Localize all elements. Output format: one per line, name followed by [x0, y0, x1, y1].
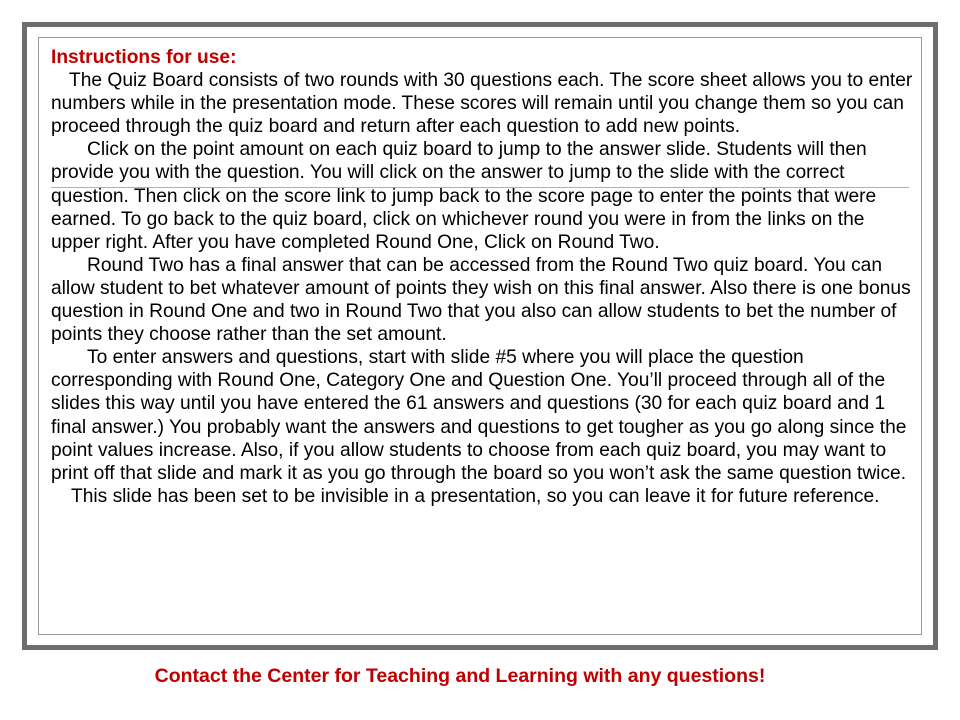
contact-footer: Contact the Center for Teaching and Learning with any questions!	[154, 665, 766, 687]
instructions-heading: Instructions for use:	[51, 47, 237, 68]
paragraph-quiz-board-overview: The Quiz Board consists of two rounds with 30 questions each. The score sheet allows you to enter numbers while in the presentation mode. These scores will remain until you change them so you can proceed through the quiz board and return after each question to add new points.	[51, 70, 913, 138]
paragraph-navigation: Click on the point amount on each quiz board to jump to the answer slide. Students will then provide you with the question. You will click on the answer to jump to the slide with the correct question. Then click on the score link to jump back to the score page to enter the points that were earned. To go back to the quiz board, click on whichever round you were in from the links on the upper right. After you have completed Round One, Click on Round Two.	[51, 139, 877, 253]
slide-frame	[22, 22, 938, 650]
paragraph-invisible-slide: This slide has been set to be invisible in a presentation, so you can leave it for future reference.	[71, 485, 880, 507]
slide-content-area	[38, 37, 922, 635]
paragraph-entering-answers: To enter answers and questions, start with slide #5 where you will place the question corresponding with Round One, Category One and Question One. You’ll proceed through all of the slides this way until you have entered the 61 answers and questions (30 for each quiz board and 1 final answer.) You probably want the answers and questions to get tougher as you go along since the point values increase. Also, if you allow students to choose from each quiz board, you may want to print off that slide and mark it as you go through the board so you won’t ask the same question twice.	[51, 347, 907, 484]
instructions-text-box	[51, 46, 913, 508]
paragraph-final-answer: Round Two has a final answer that can be accessed from the Round Two quiz board. You can allow student to bet whatever amount of points they wish on this final answer. Also there is one bonus question in Round One and two in Round Two that you also can allow students to bet the number of points they choose rather than the set amount.	[51, 254, 911, 346]
